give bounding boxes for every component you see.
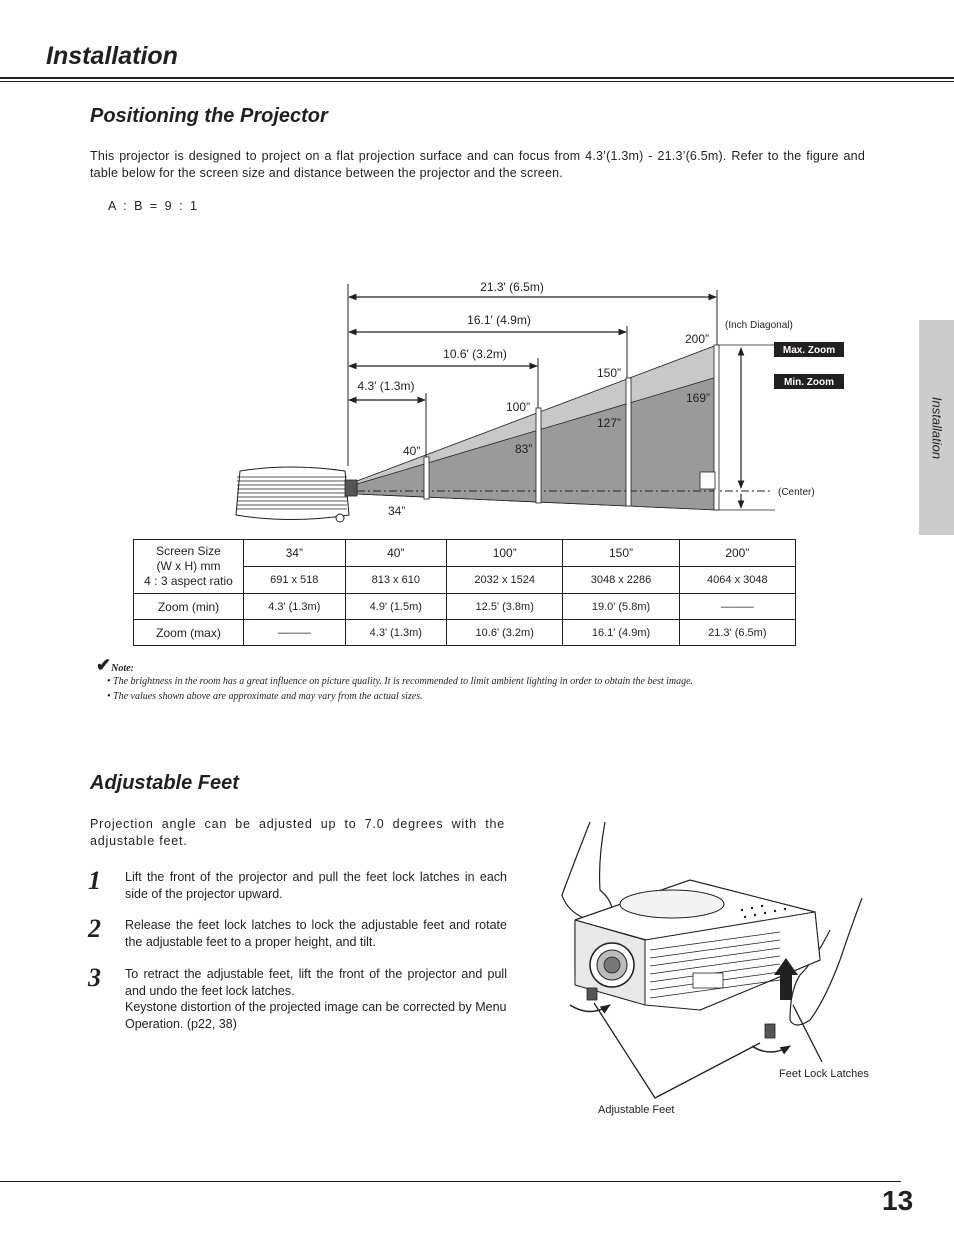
screen-100 [536, 408, 541, 503]
label-size-40: 40” [403, 444, 421, 458]
screen-40 [424, 457, 429, 499]
table-size-cell: 200” [679, 540, 795, 567]
projection-diagram [0, 270, 900, 530]
side-tab-label: Installation [929, 396, 944, 459]
step-number: 1 [88, 866, 101, 895]
checkmark-icon: ✔ [96, 655, 112, 675]
table-dim-cell: 3048 x 2286 [563, 567, 679, 594]
section-title-positioning: Positioning the Projector [90, 105, 328, 127]
label-size-200: 200” [685, 332, 710, 346]
table-row-label-zoom-min: Zoom (min) [134, 594, 244, 620]
page-title: Installation [46, 42, 178, 70]
label-dist-213: 21.3' (6.5m) [480, 280, 544, 294]
label-dist-106: 10.6' (3.2m) [443, 347, 507, 361]
label-size-169: 169” [686, 391, 711, 405]
table-zoom-max-cell: 4.3' (1.3m) [345, 620, 447, 646]
section-title-adjustable-feet: Adjustable Feet [90, 772, 239, 794]
header-rule [0, 77, 954, 79]
table-dim-cell: 2032 x 1524 [447, 567, 563, 594]
label-size-34: 34” [388, 504, 406, 518]
note-line: • The brightness in the room has a great influence on picture quality. It is recommended to limit ambient lighting in order to obtain the best image. [107, 676, 694, 687]
table-size-cell: 40” [345, 540, 447, 567]
page-number: 13 [882, 1185, 914, 1216]
table-zoom-min-cell: 4.9' (1.5m) [345, 594, 447, 620]
table-zoom-max-cell: 10.6' (3.2m) [447, 620, 563, 646]
table-row-label-zoom-max: Zoom (max) [134, 620, 244, 646]
table-zoom-max-cell: 16.1' (4.9m) [563, 620, 679, 646]
table-dim-cell: 813 x 610 [345, 567, 447, 594]
footer-rule [0, 1181, 901, 1182]
table-size-cell: 34” [244, 540, 346, 567]
table-zoom-min-cell: 12.5' (3.8m) [447, 594, 563, 620]
header-rule-thin [0, 81, 954, 82]
screen-detail [700, 472, 715, 489]
screen-150 [626, 378, 631, 506]
table-zoom-max-cell: 21.3' (6.5m) [679, 620, 795, 646]
label-feet-lock-latches: Feet Lock Latches [779, 1068, 869, 1080]
label-size-83: 83” [515, 442, 533, 456]
label-dist-161: 16.1' (4.9m) [467, 313, 531, 327]
table-zoom-min-cell: 19.0' (5.8m) [563, 594, 679, 620]
label-max-zoom: Max. Zoom [782, 345, 836, 356]
label-size-127: 127” [597, 416, 622, 430]
step-text: To retract the adjustable feet, lift the front of the projector and pull and undo the feet lock latches. Keystone distortion of the projected image can be corrected by Menu Operation. (p22, 38) [125, 967, 507, 1031]
screen-size-table [133, 539, 796, 646]
table-size-cell: 100” [447, 540, 563, 567]
step-text: Lift the front of the projector and pull the feet lock latches in each side of the projector upward. [125, 870, 507, 901]
table-size-cell: 150” [563, 540, 679, 567]
side-tab [919, 320, 954, 535]
table-header-cell: Screen Size (W x H) mm 4 : 3 aspect ratio [134, 540, 244, 594]
table-zoom-min-cell: ——— [679, 594, 795, 620]
table-dim-cell: 4064 x 3048 [679, 567, 795, 594]
note-line: • The values shown above are approximate and may vary from the actual sizes. [107, 691, 423, 702]
table-dim-cell: 691 x 518 [244, 567, 346, 594]
table-zoom-max-cell: ——— [244, 620, 346, 646]
table-zoom-min-cell: 4.3' (1.3m) [244, 594, 346, 620]
step-number: 3 [88, 963, 101, 992]
note-label: ✔Note: [96, 655, 134, 675]
projector-feet-illustration [540, 820, 900, 1120]
label-dist-43: 4.3' (1.3m) [357, 379, 415, 393]
label-adjustable-feet: Adjustable Feet [598, 1104, 675, 1116]
label-center: (Center) [778, 487, 815, 498]
label-inch-diagonal: (Inch Diagonal) [725, 320, 793, 331]
label-min-zoom: Min. Zoom [784, 377, 834, 388]
step-text: Release the feet lock latches to lock the adjustable feet and rotate the adjustable feet to a proper height, and tilt. [125, 918, 507, 949]
aspect-ratio-text: A : B = 9 : 1 [108, 199, 199, 213]
feet-intro: Projection angle can be adjusted up to 7.0 degrees with the adjustable feet. [90, 817, 505, 848]
label-size-150: 150” [597, 366, 622, 380]
label-size-100: 100” [506, 400, 531, 414]
positioning-intro: This projector is designed to project on a flat projection surface and can focus from 4.3’(1.3m) - 21.3’(6.5m). Refer to the figure and table below for the screen size and distance between the projector and the screen. [90, 149, 865, 180]
step-number: 2 [88, 914, 101, 943]
projector-side-icon [236, 467, 357, 522]
